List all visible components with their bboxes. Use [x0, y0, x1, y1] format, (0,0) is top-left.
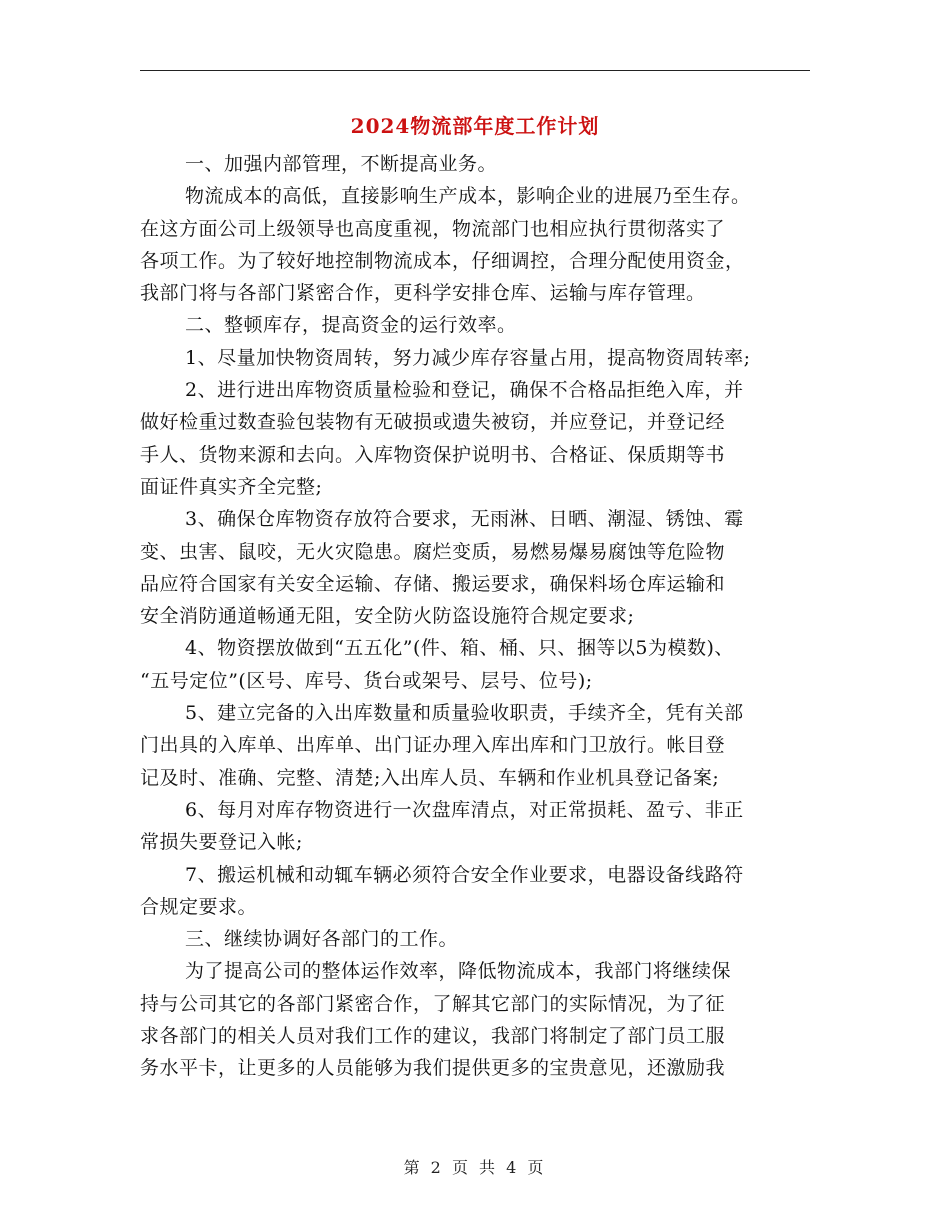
document-body: [140, 148, 816, 1085]
body-line: 务水平卡，让更多的人员能够为我们提供更多的宝贵意见，还激励我: [140, 1057, 726, 1080]
body-line: 安全消防通道畅通无阻，安全防火防盗设施符合规定要求;: [140, 605, 635, 628]
body-line: 二、整顿库存，提高资金的运行效率。: [185, 314, 517, 337]
body-line: 4、物资摆放做到“五五化”(件、箱、桶、只、捆等以5为模数)、: [185, 637, 734, 660]
body-line: 合规定要求。: [140, 895, 258, 918]
body-line: 三、继续协调好各部门的工作。: [185, 928, 459, 951]
body-line: 物流成本的高低，直接影响生产成本，影响企业的进展乃至生存。: [185, 185, 751, 208]
body-line: 6、每月对库存物资进行一次盘库清点，对正常损耗、盈亏、非正: [185, 798, 744, 821]
body-line: 记及时、准确、完整、清楚;入出库人员、车辆和作业机具登记备案;: [140, 766, 720, 789]
body-line: 2、进行进出库物资质量检验和登记，确保不合格品拒绝入库，并: [185, 379, 744, 402]
body-line: 7、搬运机械和动辄车辆必须符合安全作业要求，电器设备线路符: [185, 863, 744, 886]
body-line: 1、尽量加快物资周转，努力减少库存容量占用，提高物资周转率;: [185, 346, 751, 369]
body-line: 在这方面公司上级领导也高度重视，物流部门也相应执行贯彻落实了: [140, 217, 726, 240]
page-footer: 第 2 页 共 4 页: [403, 1158, 547, 1177]
body-line: 持与公司其它的各部门紧密合作，了解其它部门的实际情况，为了征: [140, 992, 726, 1015]
body-line: 3、确保仓库物资存放符合要求，无雨淋、日晒、潮湿、锈蚀、霉: [185, 508, 744, 531]
body-line: 变、虫害、鼠咬，无火灾隐患。腐烂变质，易燃易爆易腐蚀等危险物: [140, 540, 726, 563]
body-line: 常损失要登记入帐;: [140, 831, 303, 854]
body-line: 各项工作。为了较好地控制物流成本，仔细调控，合理分配使用资金，: [140, 249, 745, 272]
body-line: 一、加强内部管理，不断提高业务。: [185, 153, 498, 175]
body-line: 5、建立完备的入出库数量和质量验收职责，手续齐全，凭有关部: [185, 702, 744, 725]
body-line: 面证件真实齐全完整;: [140, 475, 323, 498]
header-rule: [140, 70, 810, 71]
body-line: 门出具的入库单、出库单、出门证办理入库出库和门卫放行。帐目登: [140, 734, 726, 757]
body-line: 我部门将与各部门紧密合作，更科学安排仓库、运输与库存管理。: [140, 282, 706, 305]
body-line: 品应符合国家有关安全运输、存储、搬运要求，确保料场仓库运输和: [140, 572, 726, 595]
body-line: 手人、货物来源和去向。入库物资保护说明书、合格证、保质期等书: [140, 443, 726, 466]
body-line: 为了提高公司的整体运作效率，降低物流成本，我部门将继续保: [185, 960, 732, 983]
body-line: 求各部门的相关人员对我们工作的建议，我部门将制定了部门员工服: [140, 1025, 726, 1048]
body-line: “五号定位”(区号、库号、货台或架号、层号、位号);: [140, 669, 593, 692]
document-title: 2024物流部年度工作计划: [350, 114, 600, 138]
body-line: 做好检重过数查验包装物有无破损或遗失被窃，并应登记，并登记经: [140, 411, 726, 434]
